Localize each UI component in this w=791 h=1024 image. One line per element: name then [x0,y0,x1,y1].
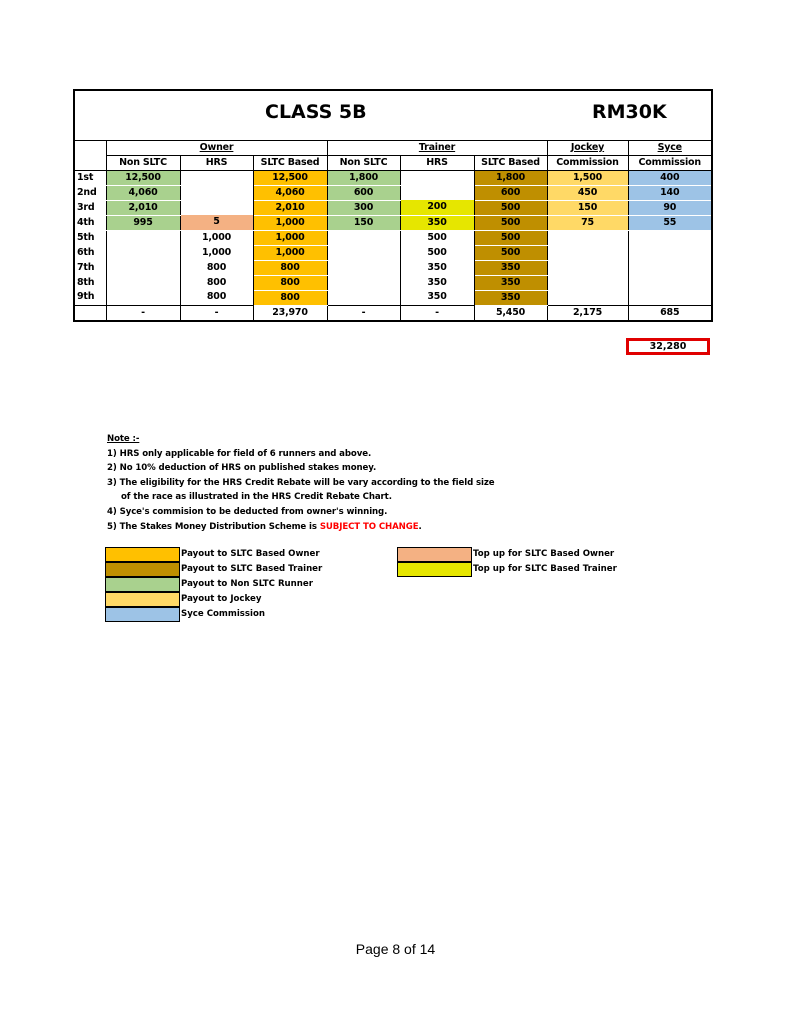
group-header-row [74,140,712,155]
legend-label: Payout to SLTC Based Owner [181,549,320,559]
table-cell: 350 [474,290,547,305]
table-cell: 55 [628,215,712,230]
table-cell: 200 [400,200,474,215]
table-cell: 4,060 [106,185,180,200]
notes-block [107,432,495,534]
table-cell: 2,010 [253,200,327,215]
position-label: 7th [74,260,106,275]
class-title: CLASS 5B [265,101,367,123]
table-row [74,170,712,185]
table-cell: 800 [180,260,253,275]
note-item: 2) No 10% deduction of HRS on published stakes money. [107,463,377,474]
position-label: 3rd [74,200,106,215]
total-cell: 685 [628,305,712,321]
table-cell [327,290,400,305]
table-cell: 350 [400,260,474,275]
group-trainer: Trainer [327,140,547,155]
table-title-cell [74,90,712,140]
table-cell [400,170,474,185]
table-cell: 12,500 [253,170,327,185]
table-cell: 12,500 [106,170,180,185]
legend-swatch [397,562,472,577]
table-cell: 800 [253,275,327,290]
table-cell [628,275,712,290]
table-cell: 500 [474,200,547,215]
note-item-5 [107,520,495,535]
table-cell: 350 [474,260,547,275]
table-row [74,200,712,215]
table-row [74,245,712,260]
table-row [74,230,712,245]
table-cell [106,260,180,275]
table-cell [547,290,628,305]
table-cell: 1,800 [474,170,547,185]
table-cell [547,275,628,290]
table-cell: 800 [180,290,253,305]
table-cell: 300 [327,200,400,215]
table-cell [327,245,400,260]
note-item: 4) Syce's commision to be deducted from owner's winning. [107,506,388,517]
table-cell: 2,010 [106,200,180,215]
legend-swatch [105,577,180,592]
table-cell: 600 [474,185,547,200]
legend-swatch [105,547,180,562]
position-label: 4th [74,215,106,230]
table-cell: 1,000 [180,230,253,245]
legend-label: Payout to Non SLTC Runner [181,579,313,589]
table-cell: 150 [547,200,628,215]
table-cell: 350 [474,275,547,290]
col-header: HRS [180,155,253,170]
table-cell: 500 [400,245,474,260]
table-cell [106,245,180,260]
position-label: 8th [74,275,106,290]
table-cell: 90 [628,200,712,215]
table-cell: 1,500 [547,170,628,185]
group-jockey: Jockey [547,140,628,155]
notes-title: Note :- [107,434,140,444]
position-label: 1st [74,170,106,185]
table-cell: 995 [106,215,180,230]
note-item: 3) The eligibility for the HRS Credit Rebate will be vary according to the field size [107,477,495,488]
note-item-continuation: of the race as illustrated in the HRS Credit Rebate Chart. [121,492,392,503]
legend-label: Top up for SLTC Based Trainer [473,564,617,574]
col-header: Commission [628,155,712,170]
table-cell: 150 [327,215,400,230]
table-cell [180,170,253,185]
col-header: Commission [547,155,628,170]
table-row [74,215,712,230]
total-cell: - [180,305,253,321]
legend-label: Payout to Jockey [181,594,262,604]
legend-label: Top up for SLTC Based Owner [473,549,615,559]
note-item-end: . [418,521,422,532]
note-item: 1) HRS only applicable for field of 6 runners and above. [107,448,372,459]
position-label: 5th [74,230,106,245]
table-cell: 1,000 [253,215,327,230]
table-row [74,185,712,200]
position-label: 6th [74,245,106,260]
table-cell [327,275,400,290]
totals-row [74,305,712,321]
table-cell: 1,000 [253,245,327,260]
table-cell [327,230,400,245]
table-cell: 400 [628,170,712,185]
table-cell: 350 [400,215,474,230]
col-header: HRS [400,155,474,170]
table-cell [327,260,400,275]
table-cell: 800 [180,275,253,290]
table-cell [180,200,253,215]
group-owner: Owner [106,140,327,155]
table-cell: 800 [253,260,327,275]
table-cell: 4,060 [253,185,327,200]
legend-swatch [105,562,180,577]
subject-to-change: SUBJECT TO CHANGE [319,521,419,532]
table-cell [628,260,712,275]
legend-swatch [397,547,472,562]
position-label: 2nd [74,185,106,200]
legend-label: Syce Commission [181,609,265,619]
table-cell: 500 [400,230,474,245]
col-header: SLTC Based [253,155,327,170]
table-cell: 500 [474,215,547,230]
stakes-table [73,89,713,322]
total-cell: - [400,305,474,321]
table-cell: 1,000 [180,245,253,260]
grand-total: 32,280 [626,338,710,355]
table-cell: 800 [253,290,327,305]
table-cell: 75 [547,215,628,230]
total-cell: 5,450 [474,305,547,321]
table-cell [628,230,712,245]
total-cell: 23,970 [253,305,327,321]
table-cell: 450 [547,185,628,200]
table-cell: 1,000 [253,230,327,245]
total-cell: - [106,305,180,321]
table-cell [106,290,180,305]
legend-swatch [105,607,180,622]
prize-title: RM30K [592,101,667,123]
table-cell [628,290,712,305]
table-cell [547,260,628,275]
table-cell: 5 [180,215,253,230]
col-header: Non SLTC [106,155,180,170]
table-cell: 140 [628,185,712,200]
table-cell [547,245,628,260]
col-header: SLTC Based [474,155,547,170]
table-cell [180,185,253,200]
table-row [74,260,712,275]
total-cell: 2,175 [547,305,628,321]
table-cell: 600 [327,185,400,200]
column-header-row [74,155,712,170]
page-number: Page 8 of 14 [355,941,436,957]
table-cell [106,230,180,245]
note-item-text: 5) The Stakes Money Distribution Scheme is [107,521,317,532]
col-header: Non SLTC [327,155,400,170]
table-cell: 500 [474,245,547,260]
table-cell: 500 [474,230,547,245]
total-cell: - [327,305,400,321]
table-cell [106,275,180,290]
table-row [74,290,712,305]
table-cell: 350 [400,275,474,290]
table-row [74,275,712,290]
group-syce: Syce [628,140,712,155]
legend-swatch [105,592,180,607]
table-cell [628,245,712,260]
table-cell: 350 [400,290,474,305]
legend-label: Payout to SLTC Based Trainer [181,564,323,574]
table-cell [547,230,628,245]
table-cell [400,185,474,200]
position-label: 9th [74,290,106,305]
table-cell: 1,800 [327,170,400,185]
